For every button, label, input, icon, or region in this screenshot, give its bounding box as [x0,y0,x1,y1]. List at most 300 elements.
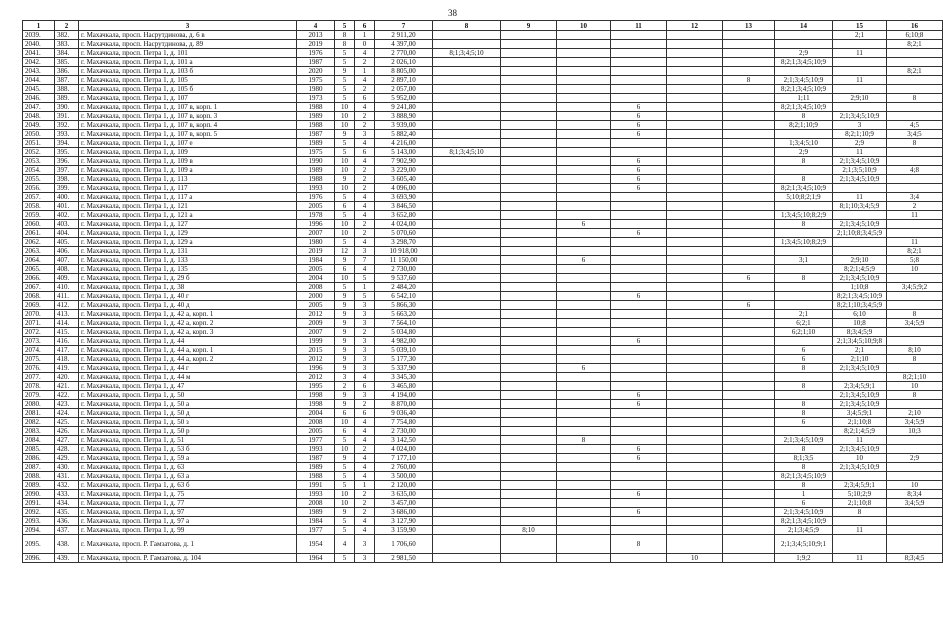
table-cell: 8 [887,139,943,148]
table-cell [887,49,943,58]
table-cell: 1 [355,283,375,292]
table-cell: 2044. [23,76,55,85]
table-cell: 10 [335,274,355,283]
table-cell [433,256,501,265]
table-cell [501,301,557,310]
table-cell: 2;3;4;5;9;1 [833,382,887,391]
table-cell [775,337,833,346]
table-cell [723,373,775,382]
table-cell [433,526,501,535]
table-cell [501,481,557,490]
table-cell: г. Махачкала, просп. Петра 1, д. 127 [79,220,297,229]
table-cell [775,301,833,310]
table-cell: 2 057,00 [375,85,433,94]
table-cell: 396. [55,157,79,166]
table-cell: 2020 [297,67,335,76]
table-cell [557,454,611,463]
table-cell: 1989 [297,166,335,175]
table-cell: 2052. [23,148,55,157]
table-cell [557,517,611,526]
table-cell: 11 [833,526,887,535]
table-cell: 1988 [297,472,335,481]
table-cell: 2;1;3;4;5;10;9 [833,364,887,373]
table-cell [611,364,667,373]
table-cell: 8 [775,409,833,418]
table-cell: 10 [335,166,355,175]
table-cell: 5 143,00 [375,148,433,157]
table-cell [667,337,723,346]
table-cell [887,103,943,112]
table-cell: 9 [335,256,355,265]
table-cell: 8;2;1;3;4;5;10;9 [775,103,833,112]
table-cell: 1 [355,31,375,40]
table-cell [557,382,611,391]
table-cell [611,346,667,355]
table-cell: 3 229,00 [375,166,433,175]
table-cell: 2 [355,58,375,67]
table-cell: 4 [355,265,375,274]
table-cell: 404. [55,229,79,238]
table-cell [667,67,723,76]
table-cell: 1987 [297,454,335,463]
table-cell: 9 [335,364,355,373]
table-cell [501,328,557,337]
table-cell [611,481,667,490]
table-cell: 1977 [297,436,335,445]
table-row [23,85,943,94]
table-cell [723,31,775,40]
table-cell: 9 [335,454,355,463]
table-cell: г. Махачкала, просп. Петра 1, д. 97 [79,508,297,517]
table-cell [557,166,611,175]
table-cell [501,283,557,292]
table-cell [667,175,723,184]
table-cell: 6 [335,265,355,274]
table-cell: 8;2;1;3;4;5;10;9 [775,184,833,193]
table-cell [667,112,723,121]
table-cell [775,292,833,301]
table-cell: г. Махачкала, просп. Петра 1, д. 42 а, корп. 3 [79,328,297,337]
table-cell: 6 [611,490,667,499]
table-cell: 438. [55,535,79,554]
table-cell: г. Махачкала, просп. Петра 1, д. 50 а [79,400,297,409]
column-header: 12 [667,21,723,31]
table-cell: 9 [335,292,355,301]
column-header: 13 [723,21,775,31]
table-cell: 433. [55,490,79,499]
table-body [23,31,943,563]
table-cell [887,148,943,157]
table-cell [611,67,667,76]
table-cell: 10 [335,220,355,229]
table-cell [433,400,501,409]
table-cell [501,382,557,391]
table-cell: 1988 [297,103,335,112]
table-cell: 397. [55,166,79,175]
table-row [23,490,943,499]
table-cell [833,535,887,554]
table-cell: г. Махачкала, просп. Петра 1, д. 97 а [79,517,297,526]
table-cell: 11 150,00 [375,256,433,265]
table-cell: 6 [611,130,667,139]
table-cell: 10 918,00 [375,247,433,256]
table-cell [723,319,775,328]
table-cell: 2007 [297,229,335,238]
table-cell: 4 [355,76,375,85]
table-cell: 8;3;4 [887,490,943,499]
table-cell: 434. [55,499,79,508]
table-cell: 8 [775,481,833,490]
table-cell [833,85,887,94]
table-cell: 2069. [23,301,55,310]
table-cell: 6 [355,94,375,103]
column-header: 10 [557,21,611,31]
table-cell: 3;1 [775,256,833,265]
table-cell [667,94,723,103]
table-cell: 10 [887,265,943,274]
table-cell: 2096. [23,554,55,563]
table-cell: г. Махачкала, просп. Петра 1, д. 133 [79,256,297,265]
table-cell [611,265,667,274]
table-cell: 2 [355,175,375,184]
table-row [23,391,943,400]
table-cell [501,85,557,94]
table-cell: 2;9 [775,148,833,157]
table-cell: 2039. [23,31,55,40]
table-cell [723,454,775,463]
table-cell [557,76,611,85]
table-cell: 2 [355,499,375,508]
table-cell [833,67,887,76]
table-cell: 2093. [23,517,55,526]
table-cell [433,427,501,436]
column-header: 16 [887,21,943,31]
table-row [23,211,943,220]
table-cell: г. Махачкала, просп. Петра 1, д. 42 а, корп. 1 [79,310,297,319]
table-cell: 6;10;8 [887,31,943,40]
table-cell: 439. [55,554,79,563]
table-cell: 2;1;3;4;5;10;9 [833,400,887,409]
table-cell: г. Махачкала, просп. Петра 1, д. 44 а, корп. 1 [79,346,297,355]
table-cell: 10 [335,121,355,130]
table-row [23,247,943,256]
table-cell: 2070. [23,310,55,319]
table-cell: 8;1;3;5 [775,454,833,463]
table-cell: 418. [55,355,79,364]
table-cell: 3 [355,355,375,364]
table-cell [833,103,887,112]
table-cell [775,229,833,238]
table-cell [667,526,723,535]
table-cell: 416. [55,337,79,346]
table-cell: 382. [55,31,79,40]
table-cell: 3 [355,337,375,346]
table-cell [501,31,557,40]
table-cell [667,40,723,49]
table-cell [723,166,775,175]
table-cell [667,256,723,265]
table-cell: 2095. [23,535,55,554]
table-cell [611,283,667,292]
table-cell [723,355,775,364]
table-row [23,346,943,355]
table-cell [723,517,775,526]
table-cell [775,40,833,49]
table-cell [557,400,611,409]
table-cell: 4 [355,49,375,58]
table-cell [433,472,501,481]
table-cell: 6 [611,121,667,130]
table-cell: 2;1 [833,31,887,40]
table-cell [501,508,557,517]
table-cell [501,346,557,355]
table-cell [557,391,611,400]
table-cell: 2043. [23,67,55,76]
column-header: 7 [375,21,433,31]
table-cell: 2 730,00 [375,427,433,436]
table-cell: г. Махачкала, просп. Петра 1, д. 77 [79,499,297,508]
table-cell [501,517,557,526]
table-cell: 2077. [23,373,55,382]
table-cell [611,247,667,256]
table-cell [667,454,723,463]
table-cell: 3 652,80 [375,211,433,220]
table-cell: 7 177,10 [375,454,433,463]
table-cell: 5 [335,211,355,220]
table-cell [501,148,557,157]
table-cell [433,58,501,67]
table-cell: 2;3;4;5;9;1 [833,481,887,490]
table-cell [775,373,833,382]
table-cell: 2080. [23,400,55,409]
table-row [23,445,943,454]
table-cell [611,211,667,220]
table-cell: г. Махачкала, просп. Петра 1, д. 50 [79,391,297,400]
table-row [23,319,943,328]
table-cell [723,364,775,373]
table-cell [433,247,501,256]
table-cell: 4 [355,202,375,211]
table-cell: 1991 [297,481,335,490]
table-cell: 2;9 [775,49,833,58]
table-cell: 5 [335,526,355,535]
table-cell [501,427,557,436]
table-cell [723,67,775,76]
table-cell: 5 [335,238,355,247]
table-cell [501,436,557,445]
table-cell [611,382,667,391]
table-cell: 6 [723,301,775,310]
table-cell [433,67,501,76]
table-cell: 2;9;10 [833,256,887,265]
table-row [23,238,943,247]
table-cell: 392. [55,121,79,130]
table-cell [557,526,611,535]
table-cell: 2066. [23,274,55,283]
table-cell [723,490,775,499]
table-cell [433,355,501,364]
table-cell: 4 [355,427,375,436]
table-cell [557,310,611,319]
table-cell: 1;9;2 [775,554,833,563]
table-cell: 1;10;8 [833,283,887,292]
table-cell [667,373,723,382]
table-cell: 429. [55,454,79,463]
table-cell [501,76,557,85]
table-cell: 8;2;1;3;4;5;10;9 [775,517,833,526]
table-cell: 4 397,00 [375,40,433,49]
table-cell [557,427,611,436]
table-row [23,526,943,535]
table-cell: 10;3 [887,427,943,436]
table-cell: г. Махачкала, просп. Петра 1, д. 44 м [79,373,297,382]
column-header: 1 [23,21,55,31]
table-cell: 8;3;4;5 [887,554,943,563]
table-cell: 3 [355,554,375,563]
table-cell: 5 [335,517,355,526]
table-cell [501,121,557,130]
table-cell: 3 [355,310,375,319]
table-cell: 9 [335,130,355,139]
table-cell: 6 [611,454,667,463]
table-cell: 2 026,10 [375,58,433,67]
table-cell: 6 [557,220,611,229]
table-cell: г. Махачкала, просп. Петра 1, д. 117 [79,184,297,193]
table-cell: 2;9;10 [833,94,887,103]
table-cell: 4;5 [887,121,943,130]
table-cell: 3 [833,121,887,130]
table-cell: 2015 [297,346,335,355]
table-cell: 8 [775,463,833,472]
table-cell: г. Махачкала, просп. Петра 1, д. 51 [79,436,297,445]
table-cell: 2;10 [887,409,943,418]
table-cell [887,85,943,94]
table-cell: 8 [775,400,833,409]
table-cell: г. Махачкала, просп. Петра 1, д. 63 [79,463,297,472]
table-cell [557,229,611,238]
table-cell [501,355,557,364]
table-cell: 3 693,90 [375,193,433,202]
table-cell: 5 [335,76,355,85]
table-cell [501,139,557,148]
table-cell: 4 982,00 [375,337,433,346]
table-cell: 5 039,10 [375,346,433,355]
table-cell [611,409,667,418]
table-cell [775,202,833,211]
table-cell: 2086. [23,454,55,463]
table-cell: 7 [355,256,375,265]
table-cell: 4 096,00 [375,184,433,193]
table-cell: 8 [335,31,355,40]
table-cell: 5 663,20 [375,310,433,319]
table-cell: 423. [55,400,79,409]
table-cell: 8 [723,76,775,85]
table-cell [723,400,775,409]
table-cell: 2019 [297,40,335,49]
table-cell [433,490,501,499]
table-cell [557,58,611,67]
table-cell [433,121,501,130]
table-cell: 5 [335,283,355,292]
table-cell: 10;8 [833,319,887,328]
table-row [23,58,943,67]
table-cell: 8 [887,355,943,364]
table-cell: 1;11 [775,94,833,103]
table-cell: 422. [55,391,79,400]
table-cell: 10 [335,499,355,508]
table-cell [433,94,501,103]
table-cell [611,319,667,328]
table-cell: 2;1;3;4;5;10;9 [775,76,833,85]
table-cell: 4 [355,193,375,202]
table-cell: 3 [355,364,375,373]
table-cell [501,58,557,67]
table-row [23,121,943,130]
table-cell: 5 [335,139,355,148]
table-cell: 2 897,10 [375,76,433,85]
table-cell: 2083. [23,427,55,436]
table-cell: 2 [355,490,375,499]
table-cell: 11 [833,49,887,58]
table-cell [557,490,611,499]
table-cell [723,427,775,436]
table-cell: 2094. [23,526,55,535]
table-cell: 1975 [297,76,335,85]
table-cell: 2089. [23,481,55,490]
table-cell [557,175,611,184]
table-cell: 1;3;4;5;10;8;2;9 [775,238,833,247]
table-cell [433,382,501,391]
table-cell: г. Махачкала, просп. Насрутдинова, д. 6 в [79,31,297,40]
table-cell [433,40,501,49]
table-cell [723,247,775,256]
table-cell [667,211,723,220]
table-cell: 8 [775,274,833,283]
table-cell: 2012 [297,355,335,364]
table-cell: 6 [557,256,611,265]
table-cell [723,148,775,157]
table-cell: 2 [355,220,375,229]
table-cell: 11 [887,238,943,247]
table-row [23,382,943,391]
table-cell: 6 [775,346,833,355]
table-cell: 2;1;3;4;5;10;9 [833,175,887,184]
table-cell [723,103,775,112]
table-cell: 5 [335,463,355,472]
table-cell: 6 [775,355,833,364]
table-cell: 3 846,50 [375,202,433,211]
table-cell [723,382,775,391]
table-cell: 1989 [297,508,335,517]
table-cell: г. Махачкала, просп. Петра 1, д. 107 в, корп. 5 [79,130,297,139]
table-cell: 8;2;1;3;4;5;10;9 [775,58,833,67]
table-cell: 2091. [23,499,55,508]
table-cell [433,274,501,283]
table-cell: 1996 [297,220,335,229]
table-cell: 3;4;5;9;1 [833,409,887,418]
table-cell: 6 [355,382,375,391]
table-cell [501,229,557,238]
table-row [23,139,943,148]
table-cell: 2009 [297,319,335,328]
table-cell [611,139,667,148]
table-cell: 8;2;1;3;4;5;10;9 [833,292,887,301]
table-cell: 2;1;3;4;5;10;9 [775,436,833,445]
table-row [23,355,943,364]
column-header: 6 [355,21,375,31]
table-cell: 5;10;2;9 [833,490,887,499]
table-cell [887,58,943,67]
